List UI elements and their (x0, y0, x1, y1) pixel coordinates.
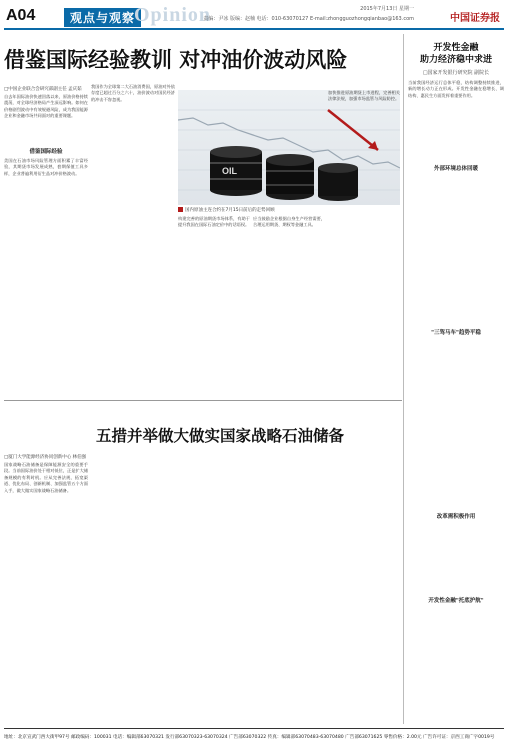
story2-paragraph (91, 452, 167, 724)
footer-rule (4, 728, 504, 729)
story2-column-1 (4, 452, 88, 724)
masthead (4, 3, 504, 27)
story1-paragraph: 加快推进原油期货上市进程，完善相关法律法规，加强市场监管与风险防控。 (328, 90, 400, 102)
story2-column-3 (170, 452, 246, 724)
story1-byline: □中国企业联合会研究部副主任 孟庆茹 (4, 87, 82, 92)
story1-column-4 (253, 216, 325, 396)
story2-paragraph (328, 452, 400, 724)
masthead-rule (4, 28, 504, 30)
story1-column-2 (91, 84, 175, 396)
editor-info: 责编：尹冰 版编：赵楠 电话：010-63070127 E-mail:zhongguozhongqianbao@163.com (203, 16, 414, 22)
section-label: 观点与观察 (64, 8, 141, 27)
right-article-paragraph: 当前我国经济运行总体平稳，结构调整持续推进，新的增长动力正在形成。开发性金融在稳增长、调结构、惠民生方面发挥着重要作用。 (408, 80, 504, 98)
right-article-byline: □国家开发银行研究院 副院长 (422, 70, 490, 76)
right-article-subhead: "三驾马车"趋势平稳 (431, 330, 481, 336)
caption-text: 国内原油主连合约在7月15日前后的走势回顾 (185, 208, 275, 213)
story2-headline: 五措并举做大做实国家战略石油储备 (96, 427, 345, 445)
footer-imprint: 地址：北京宣武门西大街甲97号 邮政编码：100031 电话：编辑部63070321 发行部63070323-63070324 广告部63070322 传真：编辑部63070483-63070480 广告部63071625 零售价格：2.00元 广告许可证：京西工商广字0019号 (4, 735, 495, 740)
right-article-paragraph (408, 522, 504, 592)
right-article-paragraph (408, 174, 504, 324)
story1-headline: 借鉴国际经验教训 对冲油价波动风险 (4, 48, 348, 72)
right-article-title: 开发性金融 (433, 43, 479, 53)
story2-column-4 (249, 452, 325, 724)
story1-column-5 (328, 90, 400, 396)
svg-text:OIL: OIL (222, 166, 237, 176)
paper-logo: 中国证券报 (450, 13, 500, 24)
right-article-subtitle: 助力经济稳中求进 (419, 55, 492, 65)
story2-paragraph: 国家战略石油储备是保障能源安全的重要手段。当前国际油价处于相对低位，正是扩大储备规模的有利时机。应从完善法规、拓宽渠道、优化布局、创新机制、加强监管五个方面入手，做大做实国家战略石油储备。 (4, 462, 88, 493)
story1-subhead: 借鉴国际经验 (29, 149, 63, 155)
section-label-en: Opinion (134, 4, 212, 26)
story-divider (4, 400, 402, 401)
story1-paragraph: 我国作为全球第二大石油消费国，原油对外依存度已超过百分之六十，油价波动对国民经济的冲击不容忽视。 (91, 84, 175, 102)
story1-column-1 (4, 84, 88, 396)
story2-paragraph (170, 452, 246, 724)
right-article-paragraph (408, 606, 504, 716)
caption-bullet-icon (178, 207, 183, 212)
story1-paragraph: 应当鼓励企业根据自身生产经营需要，合理运用期货、期权等金融工具。 (253, 216, 325, 228)
page-number: A04 (6, 7, 36, 24)
story2-paragraph (249, 452, 325, 724)
issue-date: 2015年7月13日 星期一 (360, 6, 414, 12)
story1-paragraph: 美国在石油市场风险管理方面积累了丰富经验，其期货市场发展成熟，套期保值工具多样，企业普遍利用衍生品对冲价格波动。 (4, 158, 88, 176)
right-article-subhead: 开发性金融"托底护航" (428, 598, 484, 604)
story2-byline: □厦门大学能源经济协同创新中心 林伯强 (4, 455, 87, 460)
right-article-paragraph (408, 338, 504, 508)
right-column-article (403, 34, 504, 724)
right-article-subhead: 改革需积极作用 (436, 514, 476, 520)
story2-column-2 (91, 452, 167, 724)
story1-paragraph: 自去年国际油价快速回落以来，原油价格持续震荡，对全球经济格局产生深远影响。如何在价格剧烈波动中有效规避风险，成为我国能源企业和金融市场共同面对的重要课题。 (4, 94, 88, 119)
story2-column-5 (328, 452, 400, 724)
story1-column-3 (178, 216, 250, 396)
right-article-subhead: 外部环境总体回暖 (433, 166, 478, 172)
story1-paragraph: 构建完善的原油期货市场体系，有助于提升我国在国际石油定价中的话语权。 (178, 216, 250, 228)
